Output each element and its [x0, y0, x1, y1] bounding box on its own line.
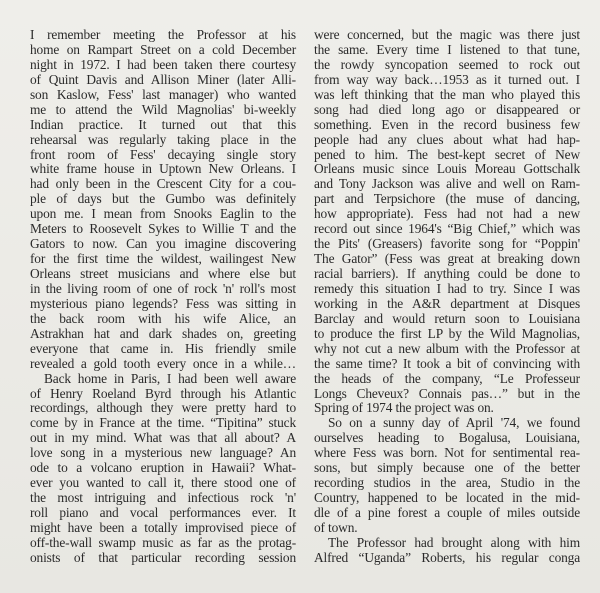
text-line: how appropriate). Fess had not had a new [314, 206, 580, 222]
text-line: front room of Fess' decaying single story [30, 146, 296, 162]
text-line: pened to him. The best-kept secret of New [314, 146, 580, 162]
text-line: Longs Cheveux? Connais pas…” but in the [314, 385, 580, 401]
text-line: ever you wanted to call it, there stood one of [30, 475, 296, 491]
text-line: upon me. I mean from Snooks Eaglin to the [30, 206, 296, 222]
text-line: Astrakhan hat and dark shades on, greeting [30, 325, 296, 341]
text-line: the Pits' (Greasers) favorite song for “Poppin' [314, 236, 580, 252]
text-line: everyone that came in. His friendly smile [30, 340, 296, 356]
text-line: ple of days but the Gumbo was definitely [30, 191, 296, 207]
text-line: Meters to Roosevelt Sykes to Willie T and the [30, 221, 296, 237]
text-line: of Henry Roeland Byrd through his Atlantic [30, 385, 296, 401]
text-line: had only been in the Crescent City for a cou- [30, 176, 296, 192]
text-line: I remember meeting the Professor at his [30, 27, 296, 42]
text-line: Barclay and would return soon to Louisiana [314, 310, 580, 326]
text-line: the heads of the company, “Le Professeur [314, 370, 580, 386]
text-line: the same. Every time I listened to that tune, [314, 41, 580, 57]
text-line: the same time? It took a bit of convincing with [314, 355, 580, 371]
text-line: come by in France at the time. “Tipitina” stuck [30, 415, 296, 431]
text-line: Orleans music since Louis Moreau Gottschalk [314, 161, 580, 177]
text-line: roll piano and vocal performances ever. It [30, 505, 296, 520]
text-line: were concerned, but the magic was there just [314, 27, 580, 42]
text-line: ourselves heading to Bogalusa, Louisiana, [314, 430, 580, 446]
text-line: revealed a gold tooth every once in a while… [30, 355, 296, 371]
text-line: dle of a pine forest a couple of miles outside [314, 505, 580, 520]
text-line: racial barriers). If anything could be done to [314, 266, 580, 281]
text-line: sons, but simply because one of the better [314, 460, 580, 476]
text-line: song had died long ago or disappeared or [314, 101, 580, 117]
text-line: Alfred “Uganda” Roberts, his regular conga [314, 549, 580, 565]
text-line: from way way back…1953 as it turned out. I [314, 71, 580, 87]
text-line: in the living room of one of rock 'n' roll's most [30, 280, 296, 296]
text-line: people had any clues about what had hap- [314, 131, 580, 147]
text-line: The Gator” (Fess was great at breaking down [314, 251, 580, 267]
text-line: part and Terpsichore (the muse of dancing, [314, 191, 580, 207]
text-line: home on Rampart Street on a cold December [30, 41, 296, 57]
text-line: me to attend the Wild Magnolias' bi-weekly [30, 101, 296, 117]
text-line: remedy this situation I had to try. Since I was [314, 280, 580, 296]
text-line: was left thinking that the man who played this [314, 86, 580, 102]
text-line: why not cut a new album with the Professor at [314, 340, 580, 356]
text-line: mysterious piano legends? Fess was sitting in [30, 295, 296, 311]
text-column-right [314, 28, 580, 566]
text-line: of Quint Davis and Allison Miner (later Alli- [30, 71, 296, 87]
text-line: working in the A&R department at Disques [314, 295, 580, 311]
text-line: Orleans street musicians and where else but [30, 266, 296, 281]
text-line: out in my mind. What was that all about? A [30, 430, 296, 446]
text-line: something. Even in the record business few [314, 116, 580, 132]
text-line: Country, happened to be located in the mid- [314, 490, 580, 506]
text-line: the most intriguing and infectious rock 'n' [30, 490, 296, 506]
text-line: the back room with his wife Alice, an [30, 310, 296, 326]
text-line: son Kaslow, Fess' last manager) who wanted [30, 86, 296, 102]
text-column-left [30, 28, 296, 566]
text-line: of town. [314, 519, 358, 535]
text-line: love song in a mysterious new language? An [30, 445, 296, 461]
text-line: might have been a totally improvised piece of [30, 519, 296, 535]
text-line: white frame house in Uptown New Orleans. I [30, 161, 296, 177]
text-line: to produce the first LP by the Wild Magnolias, [314, 325, 580, 341]
text-line: record out since 1964's “Big Chief,” which was [314, 221, 580, 237]
text-line: where Fess was born. Not for sentimental rea- [314, 445, 580, 461]
text-line: recordings, although they were pretty hard to [30, 400, 296, 416]
text-line: So on a sunny day of April '74, we found [328, 415, 580, 431]
text-line: and Tony Jackson was alive and well on Ram- [314, 176, 580, 192]
text-line: for the first time the wildest, wailingest New [30, 251, 296, 267]
text-line: Gators to now. Can you imagine discovering [30, 236, 296, 252]
text-line: Spring of 1974 the project was on. [314, 400, 494, 416]
text-line: Back home in Paris, I had been well aware [44, 370, 296, 386]
text-line: ode to a volcano eruption in Hawaii? What- [30, 460, 296, 476]
text-line: The Professor had brought along with him [328, 534, 580, 550]
text-line: the rowdy syncopation seemed to rock out [314, 56, 580, 72]
text-line: night in 1972. I had been taken there courtesy [30, 56, 296, 72]
text-line: recording studios in the area, Studio in the [314, 475, 580, 491]
text-line: Indian practice. It turned out that this [30, 116, 296, 132]
text-line: onists of that particular recording session [30, 549, 296, 565]
text-line: off-the-wall swamp music as far as the protag- [30, 534, 296, 550]
text-line: rehearsal was regularly taking place in the [30, 131, 296, 147]
